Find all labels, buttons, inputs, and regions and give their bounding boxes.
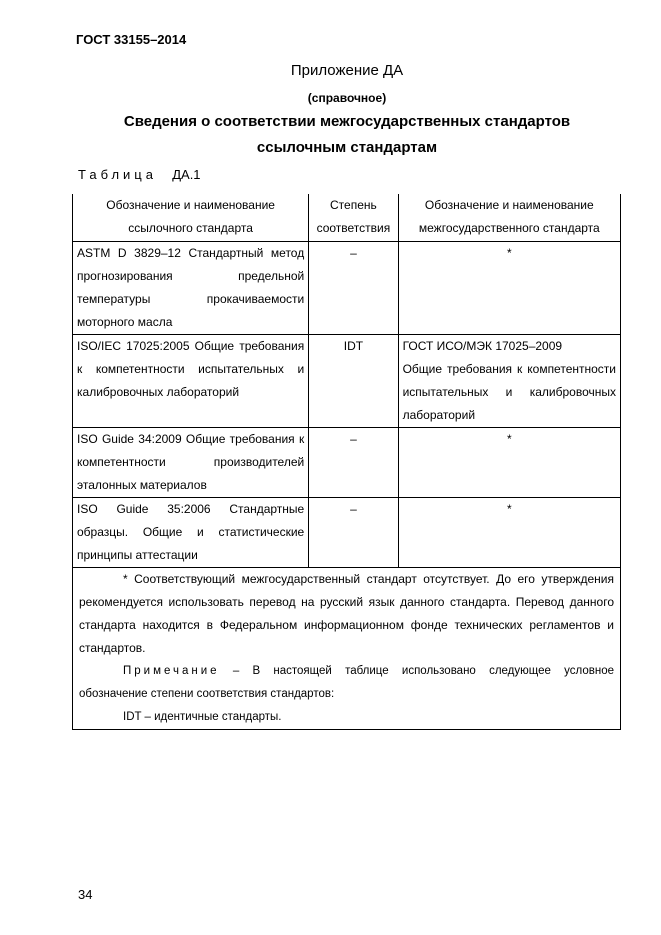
- table-row: [73, 335, 621, 428]
- table-label-number: ДА.1: [172, 167, 201, 182]
- table-row: [73, 428, 621, 498]
- table-row: [73, 242, 621, 335]
- standards-correspondence-table: [72, 194, 621, 730]
- page-number: 34: [78, 887, 93, 902]
- cell-interstate: [398, 335, 620, 428]
- cell-interstate: *: [398, 498, 620, 568]
- table-row: [73, 498, 621, 568]
- table-footer-row: [73, 568, 621, 730]
- footnote-text: * Соответствующий межгосударственный стандарт отсутствует. До его утверждения рекомендуется использовать перевод на русский язык данного стандарта. Перевод данного стандарта находится в Федеральном информационном фонде технических регламентов и стандартов.: [79, 572, 614, 655]
- table-header-row: [73, 194, 621, 242]
- column-header-interstate: Обозначение и наименование межгосударственного стандарта: [398, 194, 620, 242]
- cell-degree: –: [309, 498, 398, 568]
- interstate-code: ГОСТ ИСО/МЭК 17025–2009: [402, 339, 563, 353]
- note-label: Примечание: [123, 665, 220, 677]
- cell-reference: ISO Guide 35:2006 Стандартные образцы. Общие и статистические принципы аттестации: [73, 498, 309, 568]
- appendix-heading-line1: Сведения о соответствии межгосударственных стандартов: [123, 113, 571, 130]
- note-paragraph: [79, 660, 614, 706]
- table-footnote-cell: [73, 568, 621, 730]
- cell-degree: –: [309, 428, 398, 498]
- document-code: ГОСТ 33155–2014: [76, 32, 187, 47]
- cell-interstate: *: [398, 428, 620, 498]
- interstate-title: Общие требования к компетентности испытательных и калибровочных лабораторий: [402, 362, 616, 422]
- cell-degree: –: [309, 242, 398, 335]
- appendix-title: Приложение ДА: [290, 62, 404, 79]
- column-header-reference: Обозначение и наименование ссылочного стандарта: [73, 194, 309, 242]
- appendix-subtitle: (справочное): [307, 91, 387, 105]
- cell-degree: IDT: [309, 335, 398, 428]
- cell-interstate: *: [398, 242, 620, 335]
- cell-reference: ASTM D 3829–12 Стандартный метод прогнозирования предельной температуры прокачиваемости моторного масла: [73, 242, 309, 335]
- cell-reference: ISO Guide 34:2009 Общие требования к компетентности производителей эталонных материалов: [73, 428, 309, 498]
- note-item: IDT – идентичные стандарты.: [123, 711, 282, 723]
- table-label: [78, 167, 201, 182]
- column-header-degree: Степень соответствия: [309, 194, 398, 242]
- cell-reference: ISO/IEC 17025:2005 Общие требования к компетентности испытательных и калибровочных лабораторий: [73, 335, 309, 428]
- table-label-word: Таблица: [78, 167, 157, 182]
- appendix-heading-line2: ссылочным стандартам: [256, 139, 438, 156]
- note-text: – В настоящей таблице использовано следующее условное обозначение степени соответствия стандартов:: [79, 665, 614, 700]
